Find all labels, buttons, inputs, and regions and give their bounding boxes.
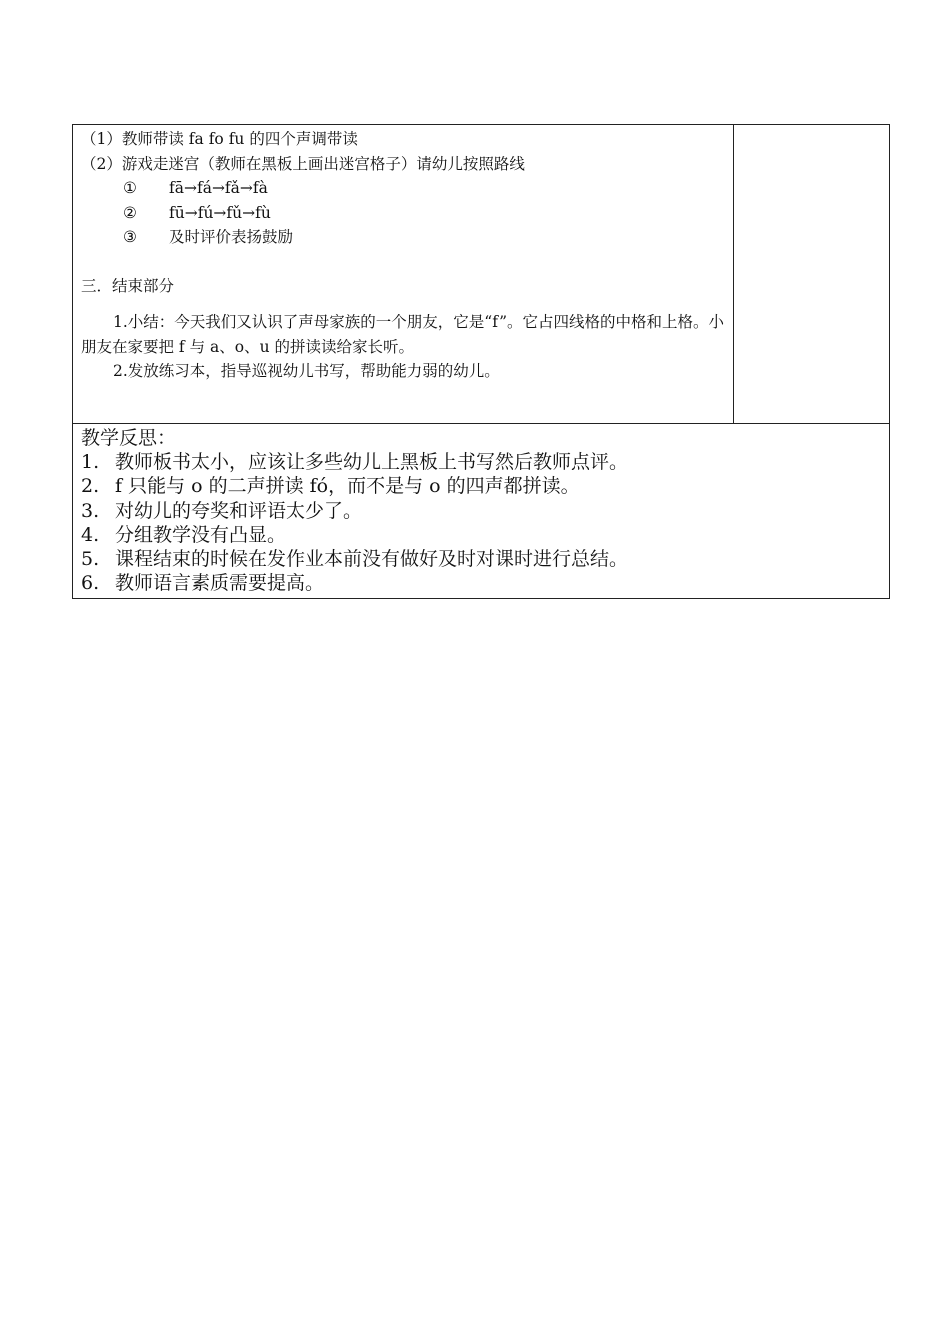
route-item-1 bbox=[81, 176, 727, 201]
step-1-text: （1）教师带读 fa fo fu 的四个声调带读 bbox=[81, 130, 358, 148]
reflection-item-number: 2. bbox=[81, 475, 100, 498]
side-cell bbox=[734, 125, 889, 423]
summary-paragraph: 1.小结：今天我们又认识了声母家族的一个朋友，它是“f”。它占四线格的中格和上格。小朋友在家要把 f 与 a、o、u 的拼读读给家长听。 bbox=[81, 313, 725, 356]
lesson-table bbox=[72, 124, 890, 599]
reflection-title: 教学反思： bbox=[81, 427, 177, 449]
reflection-item-number: 6. bbox=[81, 572, 100, 595]
practice-paragraph: 2.发放练习本，指导巡视幼儿书写，帮助能力弱的幼儿。 bbox=[113, 362, 500, 380]
route-item-number: ② bbox=[123, 203, 137, 222]
step-2-text: （2）游戏走迷宫（教师在黑板上画出迷宫格子）请幼儿按照路线 bbox=[81, 154, 525, 173]
reflection-item-number: 4. bbox=[81, 523, 100, 546]
reflection-item-text: 教师语言素质需要提高。 bbox=[115, 572, 325, 595]
reflection-item-text: 课程结束的时候在发作业本前没有做好及时对课时进行总结。 bbox=[115, 548, 629, 571]
reflection-item-text: f 只能与 o 的二声拼读 fó，而不是与 o 的四声都拼读。 bbox=[115, 475, 580, 498]
reflection-item-6 bbox=[81, 571, 881, 595]
route-item-number: ① bbox=[123, 179, 137, 197]
spacer bbox=[81, 250, 727, 274]
route-item-text: fā→fá→fǎ→fà bbox=[169, 179, 268, 197]
reflection-item-text: 分组教学没有凸显。 bbox=[115, 523, 287, 546]
reflection-item-4 bbox=[81, 523, 881, 547]
ending-heading: 三．结束部分 bbox=[81, 276, 175, 295]
activity-row bbox=[73, 125, 889, 424]
reflection-row bbox=[73, 424, 889, 598]
route-item-text: fū→fú→fǔ→fù bbox=[169, 203, 271, 222]
reflection-item-3 bbox=[81, 499, 881, 523]
route-item-2 bbox=[81, 201, 727, 226]
reflection-item-1 bbox=[81, 450, 881, 474]
route-item-text: 及时评价表扬鼓励 bbox=[169, 228, 294, 246]
reflection-item-text: 对幼儿的夸奖和评语太少了。 bbox=[115, 499, 363, 522]
reflection-item-text: 教师板书太小，应该让多些幼儿上黑板上书写然后教师点评。 bbox=[115, 451, 629, 474]
reflection-item-2 bbox=[81, 474, 881, 498]
reflection-item-5 bbox=[81, 547, 881, 571]
activity-cell bbox=[73, 125, 734, 423]
reflection-item-number: 1. bbox=[81, 451, 100, 474]
reflection-item-number: 5. bbox=[81, 548, 100, 571]
route-item-3 bbox=[81, 225, 727, 250]
route-item-number: ③ bbox=[123, 228, 137, 246]
reflection-item-number: 3. bbox=[81, 499, 100, 522]
